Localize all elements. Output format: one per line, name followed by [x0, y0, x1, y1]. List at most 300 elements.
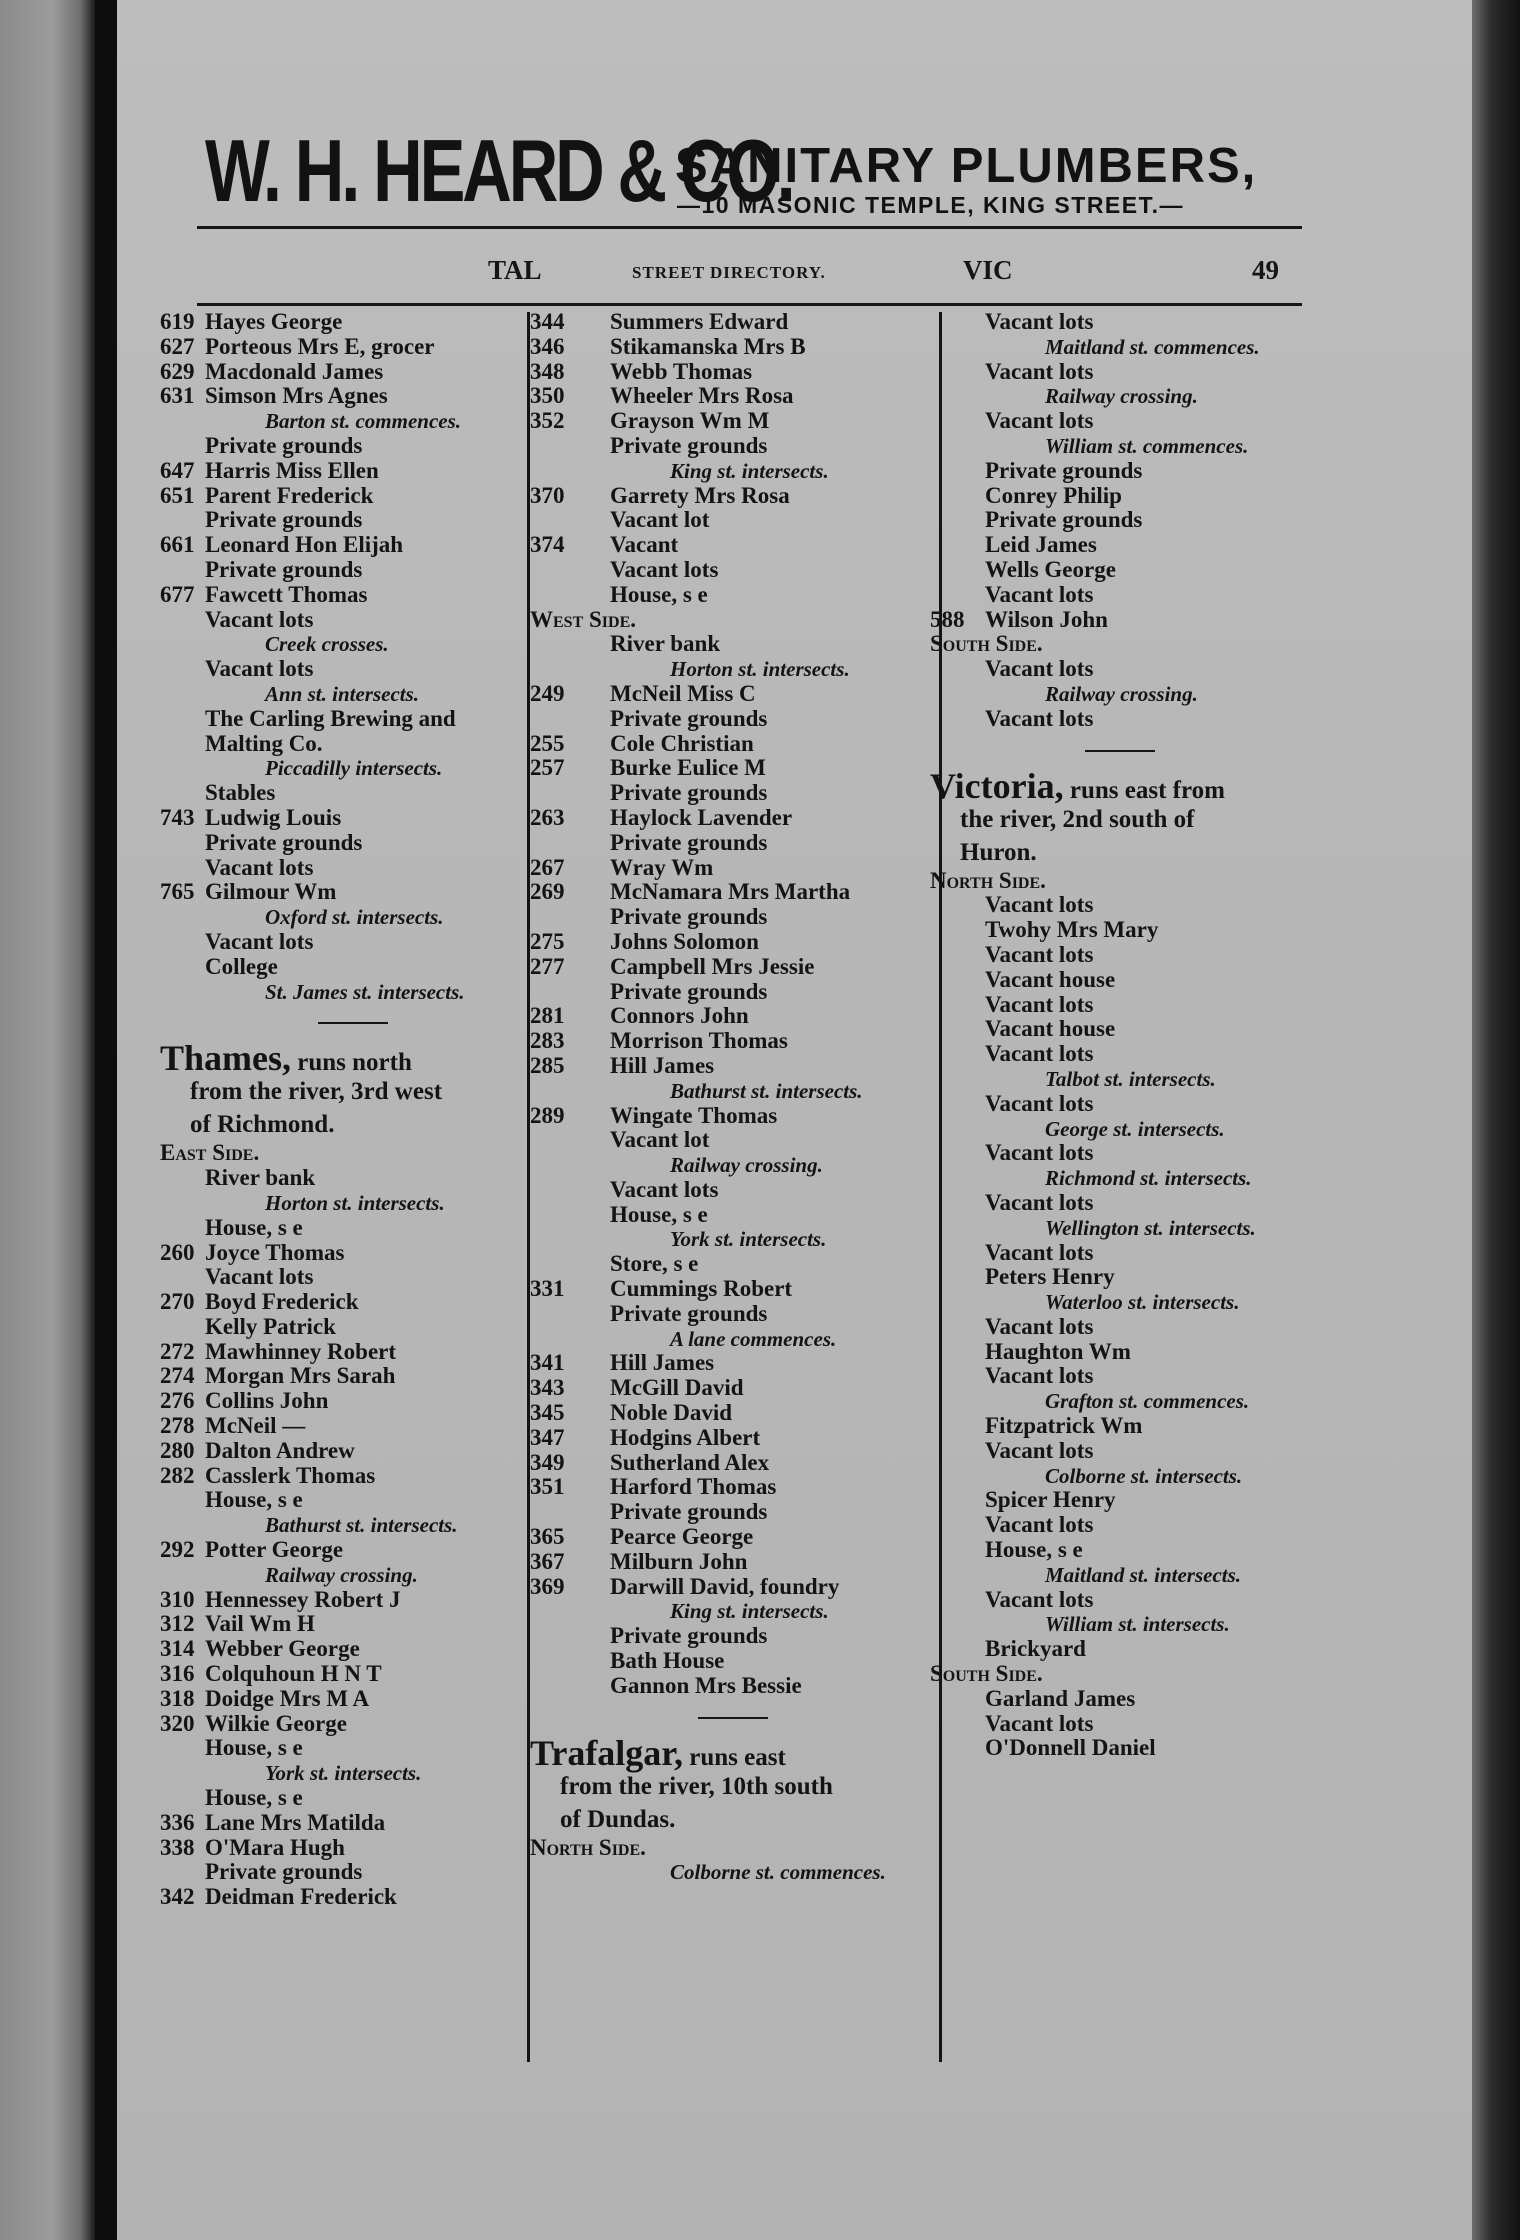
occupant-name: Cole Christian	[610, 730, 754, 756]
street-side-heading	[530, 1836, 935, 1861]
cross-street-text: Maitland st. commences.	[1045, 334, 1260, 359]
cross-street-note	[160, 756, 545, 781]
occupant-name: Haylock Lavender	[610, 804, 793, 830]
house-number: 367	[530, 1548, 565, 1574]
house-number: 351	[530, 1474, 565, 1500]
cross-street-note	[160, 905, 545, 930]
directory-entry	[930, 1588, 1310, 1613]
directory-entry	[160, 1439, 545, 1464]
occupant-name: Simson Mrs Agnes	[205, 383, 388, 409]
directory-entry	[530, 1426, 935, 1451]
street-description: from the river, 10th south	[560, 1772, 833, 1800]
directory-entry	[530, 1674, 935, 1699]
directory-entry	[160, 459, 545, 484]
house-number: 765	[160, 879, 195, 905]
header-advertisement	[205, 120, 1305, 225]
house-number: 651	[160, 482, 195, 508]
directory-entry	[530, 533, 935, 558]
cross-street-note	[930, 1389, 1310, 1414]
cross-street-note	[930, 1166, 1310, 1191]
occupant-name: College	[205, 953, 278, 979]
occupant-name: Malting Co.	[205, 730, 323, 756]
directory-entry	[530, 732, 935, 757]
occupant-name: River bank	[610, 631, 721, 657]
directory-entry	[930, 1042, 1310, 1067]
street-description: of Richmond.	[190, 1111, 335, 1139]
header-rule-top	[197, 226, 1302, 229]
directory-entry	[930, 583, 1310, 608]
house-number: 347	[530, 1424, 565, 1450]
house-number: 278	[160, 1413, 195, 1439]
occupant-name: Vail Wm H	[205, 1611, 315, 1637]
occupant-name: Ludwig Louis	[205, 804, 342, 830]
house-number: 365	[530, 1524, 565, 1550]
directory-entry	[160, 1290, 545, 1315]
occupant-name: Private grounds	[610, 1499, 768, 1525]
directory-entry	[930, 1637, 1310, 1662]
directory-entry	[930, 558, 1310, 583]
page-edge-shadow	[1472, 0, 1520, 2240]
cross-street-text: Maitland st. intersects.	[1045, 1562, 1242, 1587]
occupant-name: Vacant lots	[985, 705, 1094, 731]
directory-entry	[530, 1104, 935, 1129]
house-number: 281	[530, 1003, 565, 1029]
occupant-name: Vacant lot	[610, 1127, 710, 1153]
occupant-name: Boyd Frederick	[205, 1289, 359, 1315]
occupant-name: Grayson Wm M	[610, 408, 770, 434]
cross-street-note	[160, 632, 545, 657]
house-number: 280	[160, 1437, 195, 1463]
directory-entry	[530, 905, 935, 930]
directory-entry	[160, 930, 545, 955]
cross-street-note	[160, 682, 545, 707]
directory-entry	[530, 1178, 935, 1203]
directory-entry	[160, 1166, 545, 1191]
street-heading	[530, 1770, 935, 1803]
occupant-name: Private grounds	[985, 457, 1143, 483]
street-separator	[160, 1004, 545, 1042]
street-description: of Dundas.	[560, 1805, 676, 1833]
occupant-name: O'Mara Hugh	[205, 1834, 345, 1860]
street-side-heading	[930, 1662, 1310, 1687]
cross-street-note	[160, 980, 545, 1005]
occupant-name: Mawhinney Robert	[205, 1338, 397, 1364]
cross-street-text: William st. intersects.	[1045, 1612, 1230, 1637]
occupant-name: Vacant lots	[985, 1512, 1094, 1538]
occupant-name: Connors John	[610, 1003, 749, 1029]
directory-entry	[930, 893, 1310, 918]
directory-entry	[930, 1538, 1310, 1563]
occupant-name: House, s e	[205, 1735, 303, 1761]
occupant-name: Hill James	[610, 1052, 715, 1078]
directory-entry	[530, 409, 935, 434]
directory-entry	[930, 1736, 1310, 1761]
occupant-name: Noble David	[610, 1400, 733, 1426]
cross-street-text: Oxford st. intersects.	[265, 905, 444, 930]
directory-entry	[930, 1241, 1310, 1266]
occupant-name: House, s e	[205, 1487, 303, 1513]
guide-word-left: TAL	[488, 255, 542, 285]
street-heading	[930, 765, 1310, 806]
running-title: STREET DIRECTORY.	[632, 263, 826, 282]
house-number: 283	[530, 1028, 565, 1054]
cross-street-text: Talbot st. intersects.	[1045, 1066, 1216, 1091]
house-number: 257	[530, 755, 565, 781]
occupant-name: McNamara Mrs Martha	[610, 879, 851, 905]
directory-entry	[160, 1786, 545, 1811]
street-description: runs east	[689, 1743, 786, 1771]
house-number: 349	[530, 1449, 565, 1475]
directory-entry	[160, 707, 545, 732]
occupant-name: Vacant lots	[985, 1041, 1094, 1067]
occupant-name: Morgan Mrs Sarah	[205, 1363, 396, 1389]
directory-entry	[530, 1401, 935, 1426]
directory-entry	[160, 732, 545, 757]
occupant-name: Twohy Mrs Mary	[985, 917, 1159, 943]
occupant-name: Casslerk Thomas	[205, 1462, 376, 1488]
house-number: 314	[160, 1636, 195, 1662]
house-number: 270	[160, 1289, 195, 1315]
occupant-name: Webber George	[205, 1636, 360, 1662]
directory-entry	[160, 955, 545, 980]
occupant-name: Private grounds	[205, 829, 363, 855]
directory-entry	[530, 434, 935, 459]
directory-entry	[530, 880, 935, 905]
cross-street-note	[930, 1464, 1310, 1489]
house-number: 338	[160, 1834, 195, 1860]
cross-street-text: Colborne st. commences.	[670, 1860, 886, 1885]
occupant-name: Garland James	[985, 1685, 1136, 1711]
directory-entry	[930, 707, 1310, 732]
directory-entry	[160, 1488, 545, 1513]
house-number: 743	[160, 804, 195, 830]
directory-entry	[160, 1811, 545, 1836]
directory-entry	[530, 1475, 935, 1500]
directory-entry	[930, 918, 1310, 943]
directory-entry	[530, 781, 935, 806]
directory-entry	[930, 657, 1310, 682]
cross-street-note	[930, 1563, 1310, 1588]
directory-entry	[930, 1414, 1310, 1439]
directory-entry	[930, 1712, 1310, 1737]
directory-entry	[530, 930, 935, 955]
directory-entry	[160, 434, 545, 459]
house-number: 370	[530, 482, 565, 508]
occupant-name: Vacant house	[985, 1016, 1116, 1042]
occupant-name: Dalton Andrew	[205, 1437, 355, 1463]
directory-entry	[160, 806, 545, 831]
directory-entry	[930, 1092, 1310, 1117]
cross-street-text: King st. intersects.	[670, 1599, 829, 1624]
cross-street-text: Railway crossing.	[670, 1153, 823, 1178]
house-number: 277	[530, 953, 565, 979]
street-side-heading	[160, 1141, 545, 1166]
occupant-name: Vacant lots	[610, 556, 719, 582]
directory-entry	[530, 707, 935, 732]
street-heading	[930, 803, 1310, 836]
occupant-name: Doidge Mrs M A	[205, 1685, 370, 1711]
occupant-name: Vacant lots	[205, 854, 314, 880]
occupant-name: Leonard Hon Elijah	[205, 532, 404, 558]
occupant-name: Vacant lots	[985, 991, 1094, 1017]
cross-street-note	[530, 657, 935, 682]
cross-street-text: York st. intersects.	[265, 1761, 422, 1786]
street-description: Huron.	[960, 838, 1037, 866]
directory-entry	[530, 1029, 935, 1054]
house-number: 260	[160, 1239, 195, 1265]
directory-entry	[530, 1203, 935, 1228]
directory-entry	[160, 508, 545, 533]
cross-street-text: Bathurst st. intersects.	[670, 1078, 863, 1103]
directory-entry	[530, 1550, 935, 1575]
street-heading	[530, 1803, 935, 1836]
previous-page-edge	[0, 0, 95, 2240]
occupant-name: Stikamanska Mrs B	[610, 333, 806, 359]
directory-entry	[930, 310, 1310, 335]
occupant-name: Wingate Thomas	[610, 1102, 778, 1128]
occupant-name: Vacant lots	[985, 656, 1094, 682]
occupant-name: Porteous Mrs E, grocer	[205, 333, 435, 359]
house-number: 631	[160, 383, 195, 409]
directory-entry	[160, 1712, 545, 1737]
street-heading	[930, 836, 1310, 869]
cross-street-note	[530, 1327, 935, 1352]
directory-column-3	[930, 310, 1310, 1761]
street-heading	[160, 1075, 545, 1108]
directory-entry	[930, 1364, 1310, 1389]
occupant-name: Vacant lots	[985, 1239, 1094, 1265]
directory-entry	[530, 980, 935, 1005]
cross-street-note	[160, 1191, 545, 1216]
occupant-name: Wilkie George	[205, 1710, 348, 1736]
directory-entry	[930, 1191, 1310, 1216]
occupant-name: Peters Henry	[985, 1264, 1115, 1290]
occupant-name: Brickyard	[985, 1636, 1086, 1662]
occupant-name: Colquhoun H N T	[205, 1661, 382, 1687]
occupant-name: Vacant lots	[985, 1437, 1094, 1463]
cross-street-note	[160, 409, 545, 434]
street-side-label: East Side.	[160, 1140, 260, 1166]
directory-entry	[160, 1885, 545, 1910]
directory-entry	[930, 968, 1310, 993]
occupant-name: House, s e	[205, 1785, 303, 1811]
directory-entry	[530, 1500, 935, 1525]
occupant-name: Private grounds	[205, 556, 363, 582]
directory-entry	[160, 831, 545, 856]
guide-word-right: VIC	[963, 255, 1013, 285]
directory-entry	[160, 583, 545, 608]
occupant-name: Private grounds	[610, 978, 768, 1004]
directory-entry	[930, 1488, 1310, 1513]
street-heading	[160, 1038, 545, 1079]
occupant-name: Vacant lots	[985, 309, 1094, 334]
directory-entry	[530, 1277, 935, 1302]
directory-entry	[160, 1538, 545, 1563]
directory-entry	[160, 1414, 545, 1439]
occupant-name: Vacant lots	[985, 581, 1094, 607]
occupant-name: Private grounds	[610, 705, 768, 731]
cross-street-text: Colborne st. intersects.	[1045, 1463, 1243, 1488]
cross-street-text: Railway crossing.	[1045, 384, 1198, 409]
cross-street-text: Grafton st. commences.	[1045, 1389, 1250, 1414]
header-rule-bottom	[197, 303, 1302, 306]
house-number: 345	[530, 1400, 565, 1426]
cross-street-text: Bathurst st. intersects.	[265, 1513, 458, 1538]
directory-column-1	[160, 310, 545, 1910]
occupant-name: Leid James	[985, 532, 1097, 558]
house-number: 348	[530, 358, 565, 384]
directory-entry	[530, 1649, 935, 1674]
directory-entry	[930, 1315, 1310, 1340]
directory-entry	[530, 1128, 935, 1153]
cross-street-note	[930, 1067, 1310, 1092]
house-number: 285	[530, 1052, 565, 1078]
occupant-name: Darwill David, foundry	[610, 1573, 840, 1599]
street-side-label: West Side.	[530, 606, 636, 632]
occupant-name: Vacant lot	[610, 507, 710, 533]
directory-entry	[160, 384, 545, 409]
occupant-name: Private grounds	[610, 432, 768, 458]
directory-entry	[160, 1687, 545, 1712]
directory-entry	[530, 508, 935, 533]
occupant-name: Gannon Mrs Bessie	[610, 1672, 802, 1698]
occupant-name: Vacant lots	[610, 1176, 719, 1202]
house-number: 374	[530, 532, 565, 558]
cross-street-text: Barton st. commences.	[265, 409, 462, 434]
occupant-name: Fitzpatrick Wm	[985, 1413, 1143, 1439]
directory-entry	[160, 1364, 545, 1389]
occupant-name: Macdonald James	[205, 358, 384, 384]
cross-street-text: Piccadilly intersects.	[265, 756, 443, 781]
house-number: 352	[530, 408, 565, 434]
directory-entry	[530, 484, 935, 509]
directory-entry	[530, 1451, 935, 1476]
cross-street-note	[160, 1513, 545, 1538]
occupant-name: Lane Mrs Matilda	[205, 1809, 386, 1835]
directory-entry	[530, 310, 935, 335]
directory-entry	[160, 1860, 545, 1885]
house-number: 647	[160, 457, 195, 483]
directory-entry	[530, 1252, 935, 1277]
directory-entry	[160, 360, 545, 385]
house-number: 320	[160, 1710, 195, 1736]
directory-entry	[530, 1054, 935, 1079]
house-number: 255	[530, 730, 565, 756]
cross-street-note	[930, 1290, 1310, 1315]
occupant-name: Private grounds	[610, 1300, 768, 1326]
occupant-name: Vacant lots	[205, 1264, 314, 1290]
cross-street-text: St. James st. intersects.	[265, 979, 465, 1004]
directory-entry	[530, 1575, 935, 1600]
directory-entry	[930, 1017, 1310, 1042]
cross-street-note	[930, 335, 1310, 360]
directory-entry	[930, 1340, 1310, 1365]
occupant-name: Private grounds	[985, 507, 1143, 533]
house-number: 627	[160, 333, 195, 359]
directory-entry	[930, 1439, 1310, 1464]
directory-entry	[530, 955, 935, 980]
occupant-name: Pearce George	[610, 1524, 754, 1550]
directory-column-2	[530, 310, 935, 1885]
directory-entry	[160, 880, 545, 905]
occupant-name: Parent Frederick	[205, 482, 374, 508]
directory-entry	[160, 1464, 545, 1489]
house-number: 289	[530, 1102, 565, 1128]
occupant-name: McNeil —	[205, 1413, 306, 1439]
house-number: 312	[160, 1611, 195, 1637]
directory-entry	[530, 583, 935, 608]
street-side-label: North Side.	[930, 867, 1046, 893]
house-number: 588	[930, 606, 965, 632]
directory-entry	[160, 1265, 545, 1290]
occupant-name: Private grounds	[205, 507, 363, 533]
occupant-name: Johns Solomon	[610, 928, 759, 954]
advertiser-trade: SANITARY PLUMBERS,	[675, 139, 1258, 193]
directory-entry	[160, 1836, 545, 1861]
house-number: 310	[160, 1586, 195, 1612]
occupant-name: Vacant lots	[985, 892, 1094, 918]
occupant-name: Hill James	[610, 1350, 715, 1376]
directory-entry	[160, 657, 545, 682]
house-number: 344	[530, 309, 565, 334]
occupant-name: Vacant	[610, 532, 679, 558]
house-number: 272	[160, 1338, 195, 1364]
street-side-label: South Side.	[930, 1661, 1043, 1687]
occupant-name: Summers Edward	[610, 309, 789, 334]
directory-entry	[160, 1340, 545, 1365]
cross-street-note	[930, 1117, 1310, 1142]
house-number: 275	[530, 928, 565, 954]
directory-entry	[160, 335, 545, 360]
directory-entry	[160, 1662, 545, 1687]
house-number: 629	[160, 358, 195, 384]
directory-entry	[160, 1637, 545, 1662]
directory-entry	[930, 459, 1310, 484]
house-number: 292	[160, 1537, 195, 1563]
street-name: Thames,	[160, 1038, 292, 1079]
occupant-name: Vacant lots	[205, 606, 314, 632]
cross-street-text: Railway crossing.	[1045, 681, 1198, 706]
cross-street-note	[530, 1153, 935, 1178]
occupant-name: Vacant lots	[985, 1586, 1094, 1612]
house-number: 276	[160, 1388, 195, 1414]
directory-entry	[530, 360, 935, 385]
occupant-name: Hodgins Albert	[610, 1424, 761, 1450]
occupant-name: Kelly Patrick	[205, 1313, 336, 1339]
cross-street-text: Wellington st. intersects.	[1045, 1215, 1256, 1240]
directory-entry	[530, 856, 935, 881]
occupant-name: Store, s e	[610, 1251, 699, 1277]
occupant-name: Bath House	[610, 1648, 725, 1674]
directory-entry	[930, 1265, 1310, 1290]
directory-entry	[160, 1736, 545, 1761]
cross-street-note	[930, 434, 1310, 459]
advertiser-name: W. H. HEARD & CO.	[205, 121, 793, 220]
directory-entry	[930, 608, 1310, 633]
directory-entry	[160, 1588, 545, 1613]
cross-street-note	[530, 459, 935, 484]
cross-street-text: George st. intersects.	[1045, 1116, 1225, 1141]
directory-entry	[160, 558, 545, 583]
occupant-name: House, s e	[205, 1214, 303, 1240]
book-spine	[95, 0, 117, 2240]
directory-entry	[530, 632, 935, 657]
directory-entry	[930, 409, 1310, 434]
occupant-name: Vacant lots	[985, 1363, 1094, 1389]
occupant-name: Morrison Thomas	[610, 1028, 788, 1054]
street-description: runs east from	[1069, 776, 1225, 804]
cross-street-text: York st. intersects.	[670, 1227, 827, 1252]
